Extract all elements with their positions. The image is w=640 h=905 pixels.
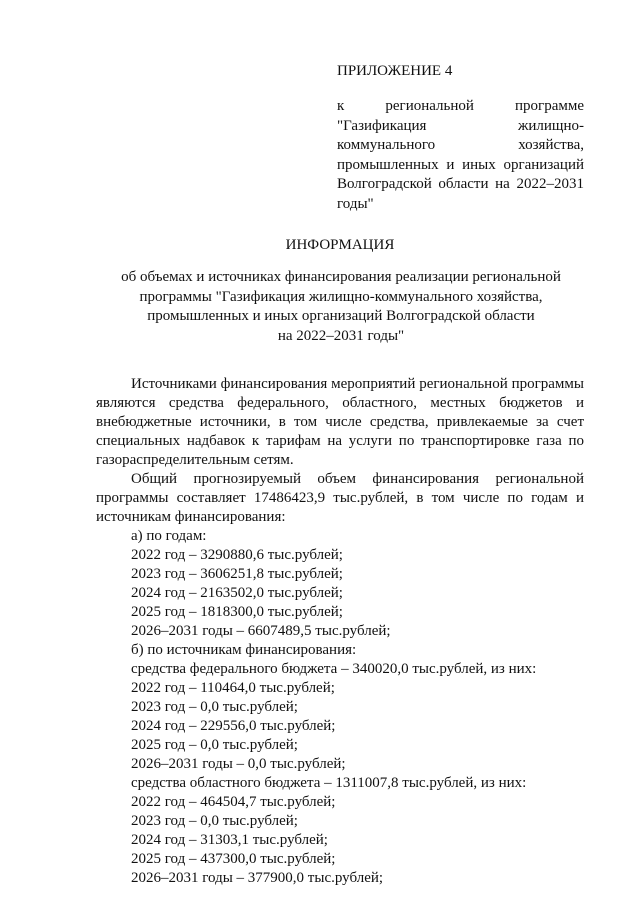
list-item: 2022 год – 110464,0 тыс.рублей; <box>131 680 335 696</box>
subtitle-line: об объемах и источниках финансирования реализации региональной <box>121 269 561 285</box>
list-item: 2025 год – 437300,0 тыс.рублей; <box>131 851 336 867</box>
list-heading-by-sources: б) по источникам финансирования: <box>131 642 357 658</box>
list-item: 2026–2031 годы – 0,0 тыс.рублей; <box>131 756 346 772</box>
list-item: 2023 год – 3606251,8 тыс.рублей; <box>131 566 343 582</box>
subtitle-line: на 2022–2031 годы" <box>277 327 405 344</box>
list-item: 2023 год – 0,0 тыс.рублей; <box>131 813 298 829</box>
document-body <box>96 375 584 888</box>
federal-budget-total: средства федерального бюджета – 340020,0 тыс.рублей, из них: <box>131 661 537 677</box>
list-item: 2025 год – 1818300,0 тыс.рублей; <box>131 604 343 620</box>
list-item: 2026–2031 годы – 377900,0 тыс.рублей; <box>131 870 384 886</box>
subtitle-line: промышленных и иных организаций Волгоградской области <box>147 308 535 324</box>
list-item: 2026–2031 годы – 6607489,5 тыс.рублей; <box>131 623 391 639</box>
list-item: 2022 год – 464504,7 тыс.рублей; <box>131 794 336 810</box>
document-subtitle <box>96 268 586 346</box>
list-item: 2024 год – 2163502,0 тыс.рублей; <box>131 585 343 601</box>
total-funding-paragraph: Общий прогнозируемый объем финансирования региональной программы составляет 17486423,9 тыс.рублей, в том числе по годам и источникам финансирования: <box>96 471 584 525</box>
list-item: 2025 год – 0,0 тыс.рублей; <box>131 737 298 753</box>
list-item: 2024 год – 31303,1 тыс.рублей; <box>131 832 328 848</box>
regional-budget-total: средства областного бюджета – 1311007,8 тыс.рублей, из них: <box>131 775 527 791</box>
appendix-title: ПРИЛОЖЕНИЕ 4 <box>337 63 453 79</box>
list-item: 2023 год – 0,0 тыс.рублей; <box>131 699 298 715</box>
list-item: 2022 год – 3290880,6 тыс.рублей; <box>131 547 343 563</box>
funding-sources-paragraph: Источниками финансирования мероприятий региональной программы являются средства федерального, областного, местных бюджетов и внебюджетные источники, в том числе средства, привлекаемые за счет специальных надбавок к тарифам на услуги по транспортировке газа по газораспределительным сетям. <box>96 376 584 468</box>
appendix-reference: к региональной программе "Газификация жилищно-коммунального хозяйства, промышленных и иных организаций Волгоградской области на 2022–2031 годы" <box>337 98 584 212</box>
subtitle-line: программы "Газификация жилищно-коммунального хозяйства, <box>139 288 543 305</box>
list-item: 2024 год – 229556,0 тыс.рублей; <box>131 718 336 734</box>
document-title: ИНФОРМАЦИЯ <box>285 237 395 253</box>
list-heading-by-years: а) по годам: <box>131 528 207 544</box>
